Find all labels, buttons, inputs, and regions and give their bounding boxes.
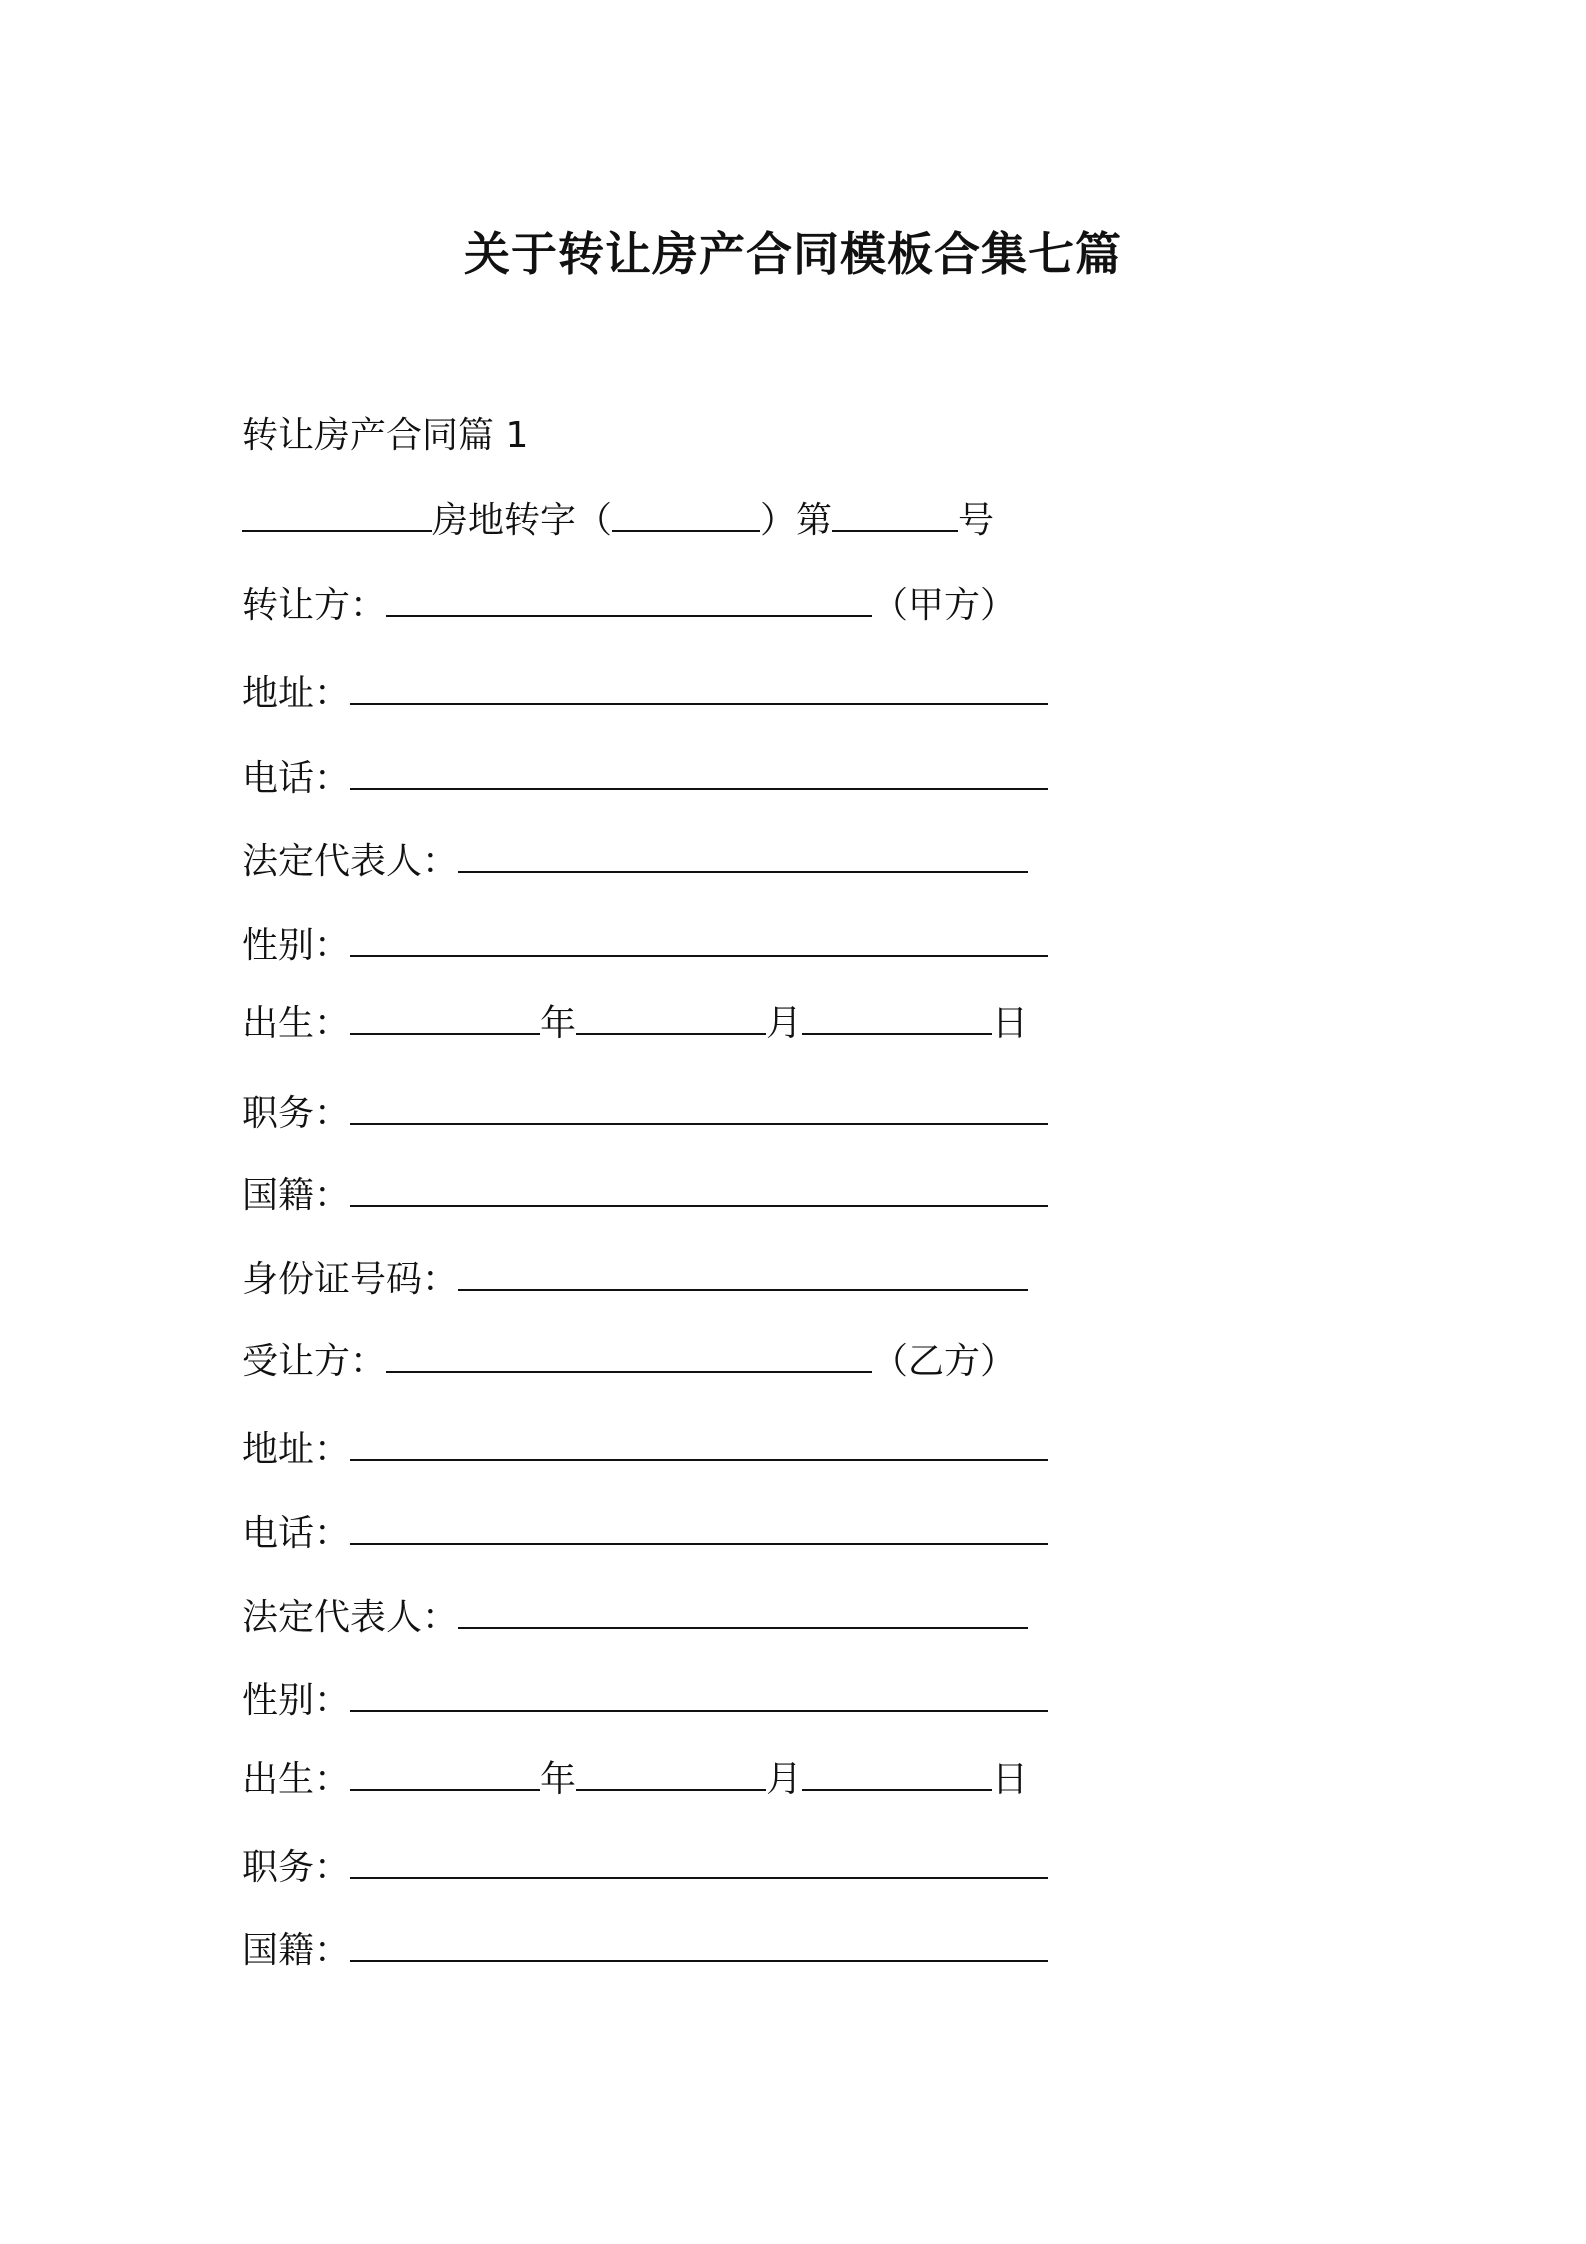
party-b-birth-year-blank[interactable]: [350, 1759, 540, 1791]
reference-text-2: ）第: [760, 500, 833, 541]
party-a-address-line: [242, 670, 1048, 718]
party-a-birth-day-blank[interactable]: [802, 1003, 992, 1035]
party-a-nationality-label: 国籍：: [242, 1175, 351, 1216]
party-b-position-label: 职务：: [242, 1847, 351, 1888]
document-title: 关于转让房产合同模板合集七篇: [464, 227, 1122, 281]
party-a-name-blank[interactable]: [386, 585, 872, 617]
party-a-position-blank[interactable]: [350, 1093, 1048, 1125]
party-a-birth-year-blank[interactable]: [350, 1003, 540, 1035]
reference-number-blank[interactable]: [832, 500, 958, 532]
party-a-gender-line: [242, 922, 1048, 970]
party-a-gender-label: 性别：: [242, 925, 351, 966]
party-a-nationality-blank[interactable]: [350, 1175, 1048, 1207]
party-b-gender-label: 性别：: [242, 1680, 351, 1721]
reference-prefix-blank[interactable]: [242, 500, 432, 532]
party-b-legal-rep-line: [242, 1594, 1028, 1642]
party-a-phone-label: 电话：: [242, 758, 351, 799]
party-b-birth-line: [242, 1756, 1028, 1804]
party-b-address-label: 地址：: [242, 1429, 351, 1470]
reference-text-1: 房地转字（: [432, 500, 613, 541]
party-a-label: 转让方：: [242, 585, 387, 626]
party-a-id-line: [242, 1256, 1028, 1304]
party-a-birth-month-blank[interactable]: [576, 1003, 766, 1035]
party-b-day-label: 日: [992, 1759, 1029, 1800]
party-b-phone-label: 电话：: [242, 1513, 351, 1554]
reference-line: [242, 497, 994, 545]
party-a-nationality-line: [242, 1172, 1048, 1220]
party-a-day-label: 日: [992, 1003, 1029, 1044]
party-b-position-blank[interactable]: [350, 1847, 1048, 1879]
party-b-suffix: （乙方）: [872, 1341, 1017, 1382]
party-a-position-line: [242, 1090, 1048, 1138]
party-b-position-line: [242, 1844, 1048, 1892]
party-a-line: [242, 582, 1016, 630]
party-a-legal-rep-blank[interactable]: [458, 841, 1028, 873]
party-a-suffix: （甲方）: [872, 585, 1017, 626]
party-a-year-label: 年: [540, 1003, 577, 1044]
party-b-name-blank[interactable]: [386, 1341, 872, 1373]
party-b-gender-line: [242, 1677, 1048, 1725]
party-b-nationality-line: [242, 1927, 1048, 1975]
party-b-legal-rep-label: 法定代表人：: [242, 1597, 459, 1638]
party-b-nationality-blank[interactable]: [350, 1930, 1048, 1962]
party-b-phone-line: [242, 1510, 1048, 1558]
party-b-label: 受让方：: [242, 1341, 387, 1382]
party-a-birth-line: [242, 1000, 1028, 1048]
party-b-birth-month-blank[interactable]: [576, 1759, 766, 1791]
section-heading: 转让房产合同篇 1: [242, 415, 529, 456]
party-a-legal-rep-label: 法定代表人：: [242, 841, 459, 882]
party-a-address-label: 地址：: [242, 673, 351, 714]
party-a-address-blank[interactable]: [350, 673, 1048, 705]
party-b-gender-blank[interactable]: [350, 1680, 1048, 1712]
party-b-phone-blank[interactable]: [350, 1513, 1048, 1545]
party-b-birth-day-blank[interactable]: [802, 1759, 992, 1791]
party-b-line: [242, 1338, 1016, 1386]
party-a-gender-blank[interactable]: [350, 925, 1048, 957]
party-b-birth-label: 出生：: [242, 1759, 351, 1800]
party-b-address-blank[interactable]: [350, 1429, 1048, 1461]
party-a-id-blank[interactable]: [458, 1259, 1028, 1291]
party-a-birth-label: 出生：: [242, 1003, 351, 1044]
party-a-position-label: 职务：: [242, 1093, 351, 1134]
party-a-phone-blank[interactable]: [350, 758, 1048, 790]
party-b-month-label: 月: [766, 1759, 803, 1800]
party-b-address-line: [242, 1426, 1048, 1474]
party-b-legal-rep-blank[interactable]: [458, 1597, 1028, 1629]
party-b-nationality-label: 国籍：: [242, 1930, 351, 1971]
party-a-id-label: 身份证号码：: [242, 1259, 459, 1300]
reference-text-3: 号: [958, 500, 995, 541]
party-b-year-label: 年: [540, 1759, 577, 1800]
reference-year-blank[interactable]: [612, 500, 760, 532]
party-a-month-label: 月: [766, 1003, 803, 1044]
party-a-legal-rep-line: [242, 838, 1028, 886]
party-a-phone-line: [242, 755, 1048, 803]
